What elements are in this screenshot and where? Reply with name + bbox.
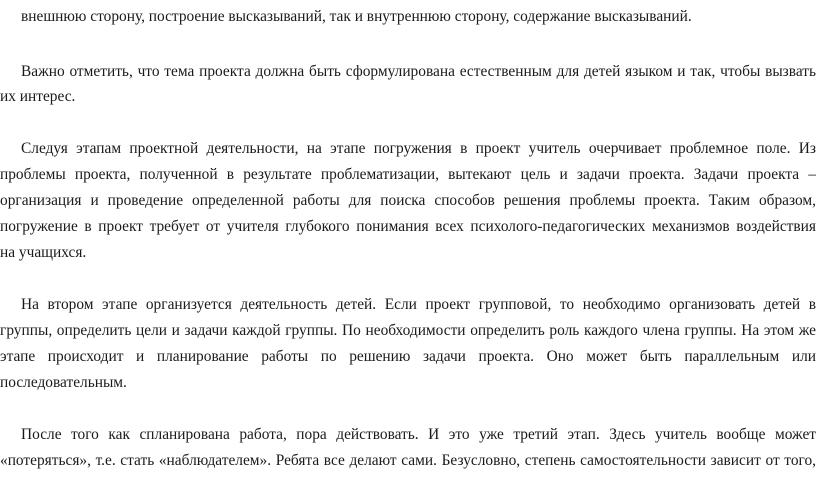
- paragraph-line: на учащихся.: [0, 244, 87, 261]
- paragraph-line: организация и проведение определенной работы для поиска способов решения проблемы проекта. Таким образом,: [0, 192, 816, 209]
- paragraph-line: Следуя этапам проектной деятельности, на этапе погружения в проект учитель очерчивает проблемное поле. Из: [21, 140, 816, 157]
- paragraph-line: внешнюю сторону, построение высказываний, так и внутреннюю сторону, содержание высказываний.: [21, 8, 692, 25]
- paragraph-line: Важно отметить, что тема проекта должна быть сформулирована естественным для детей языком и так, чтобы вызвать: [21, 63, 816, 80]
- paragraph-line: последовательным.: [0, 374, 127, 391]
- paragraph-line: проблемы проекта, полученной в результате проблематизации, вытекают цель и задачи проекта. Задачи проекта –: [0, 166, 816, 183]
- paragraph-line: группы, определить цели и задачи каждой группы. По необходимости определить роль каждого члена группы. На этом же: [0, 322, 816, 339]
- paragraph-line: «потеряться», т.е. стать «наблюдателем». Ребята все делают сами. Безусловно, степень самостоятельности зависит от того,: [0, 452, 816, 469]
- paragraph-line: После того как спланирована работа, пора действовать. И это уже третий этап. Здесь учитель вообще может: [21, 426, 816, 443]
- paragraph-line: погружение в проект требует от учителя глубокого понимания всех психолого-педагогических механизмов воздействия: [0, 218, 816, 235]
- paragraph-line: их интерес.: [0, 88, 76, 105]
- paragraph-line: этапе происходит и планирование работы по решению задачи проекта. Оно может быть параллельным или: [0, 348, 816, 365]
- paragraph-line: На втором этапе организуется деятельность детей. Если проект групповой, то необходимо организовать детей в: [21, 296, 816, 313]
